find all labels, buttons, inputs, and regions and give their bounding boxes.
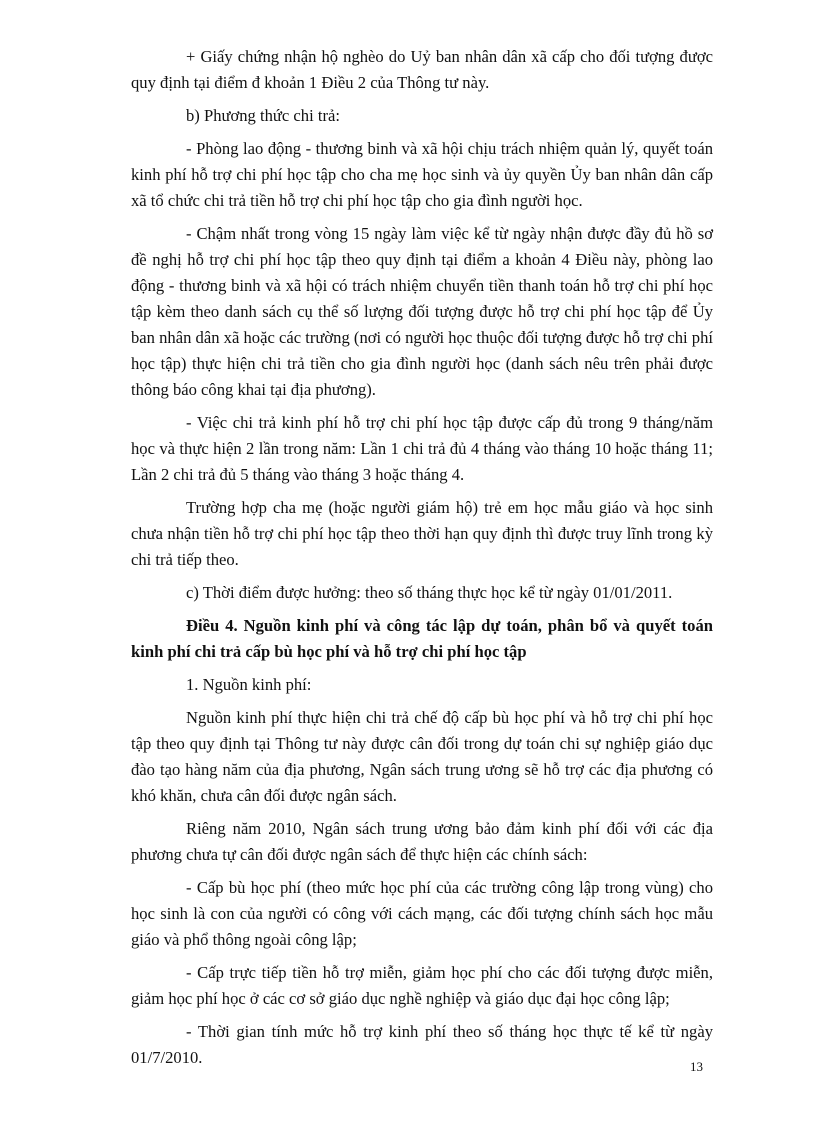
section-heading: Điều 4. Nguồn kinh phí và công tác lập dự toán, phân bổ và quyết toán kinh phí chi trả cấp bù học phí và hỗ trợ chi phí học tập	[131, 616, 713, 661]
page-number: 13	[690, 1059, 703, 1074]
paragraph: - Chậm nhất trong vòng 15 ngày làm việc kể từ ngày nhận được đầy đủ hồ sơ đề nghị hỗ trợ chi phí học tập theo quy định tại điểm a khoản 4 Điều này, phòng lao động - thương binh và xã hội có trách nhiệm chuyển tiền thanh toán hỗ trợ chi phí học tập kèm theo danh sách cụ thể số lượng đối tượng được hỗ trợ chi phí học tập để Ủy ban nhân dân xã hoặc các trường (nơi có người học thuộc đối tượng được hỗ trợ chi phí học tập) thực hiện chi trả tiền cho gia đình người học (danh sách nêu trên phải được thông báo công khai tại địa phương).	[131, 224, 713, 399]
paragraph: - Phòng lao động - thương binh và xã hội chịu trách nhiệm quản lý, quyết toán kinh phí hỗ trợ chi phí học tập cho cha mẹ học sinh và ủy quyền Ủy ban nhân dân cấp xã tổ chức chi trả tiền hỗ trợ chi phí học tập cho gia đình người học.	[131, 139, 713, 210]
paragraph: + Giấy chứng nhận hộ nghèo do Uỷ ban nhân dân xã cấp cho đối tượng được quy định tại điểm đ khoản 1 Điều 2 của Thông tư này.	[131, 47, 713, 92]
paragraph: Trường hợp cha mẹ (hoặc người giám hộ) trẻ em học mẫu giáo và học sinh chưa nhận tiền hỗ trợ chi phí học tập theo thời hạn quy định thì được truy lĩnh trong kỳ chi trả tiếp theo.	[131, 498, 713, 569]
paragraph: c) Thời điểm được hưởng: theo số tháng thực học kể từ ngày 01/01/2011.	[186, 583, 673, 602]
paragraph: Nguồn kinh phí thực hiện chi trả chế độ cấp bù học phí và hỗ trợ chi phí học tập theo quy định tại Thông tư này được cân đối trong dự toán chi sự nghiệp giáo dục đào tạo hàng năm của địa phương, Ngân sách trung ương sẽ hỗ trợ các địa phương có khó khăn, chưa cân đối được ngân sách.	[131, 708, 713, 805]
document-body	[131, 44, 713, 1078]
paragraph: b) Phương thức chi trả:	[186, 106, 340, 125]
paragraph: - Cấp bù học phí (theo mức học phí của các trường công lập trong vùng) cho học sinh là con của người có công với cách mạng, các đối tượng chính sách học mẫu giáo và phổ thông ngoài công lập;	[131, 878, 713, 949]
paragraph: - Cấp trực tiếp tiền hỗ trợ miễn, giảm học phí cho các đối tượng được miễn, giảm học phí học ở các cơ sở giáo dục nghề nghiệp và giáo dục đại học công lập;	[131, 963, 713, 1008]
paragraph: - Việc chi trả kinh phí hỗ trợ chi phí học tập được cấp đủ trong 9 tháng/năm học và thực hiện 2 lần trong năm: Lần 1 chi trả đủ 4 tháng vào tháng 10 hoặc tháng 11; Lần 2 chi trả đủ 5 tháng vào tháng 3 hoặc tháng 4.	[131, 413, 713, 484]
paragraph: Riêng năm 2010, Ngân sách trung ương bảo đảm kinh phí đối với các địa phương chưa tự cân đối được ngân sách để thực hiện các chính sách:	[131, 819, 713, 864]
paragraph: - Thời gian tính mức hỗ trợ kinh phí theo số tháng học thực tế kể từ ngày 01/7/2010.	[131, 1022, 713, 1067]
paragraph: 1. Nguồn kinh phí:	[186, 675, 312, 694]
